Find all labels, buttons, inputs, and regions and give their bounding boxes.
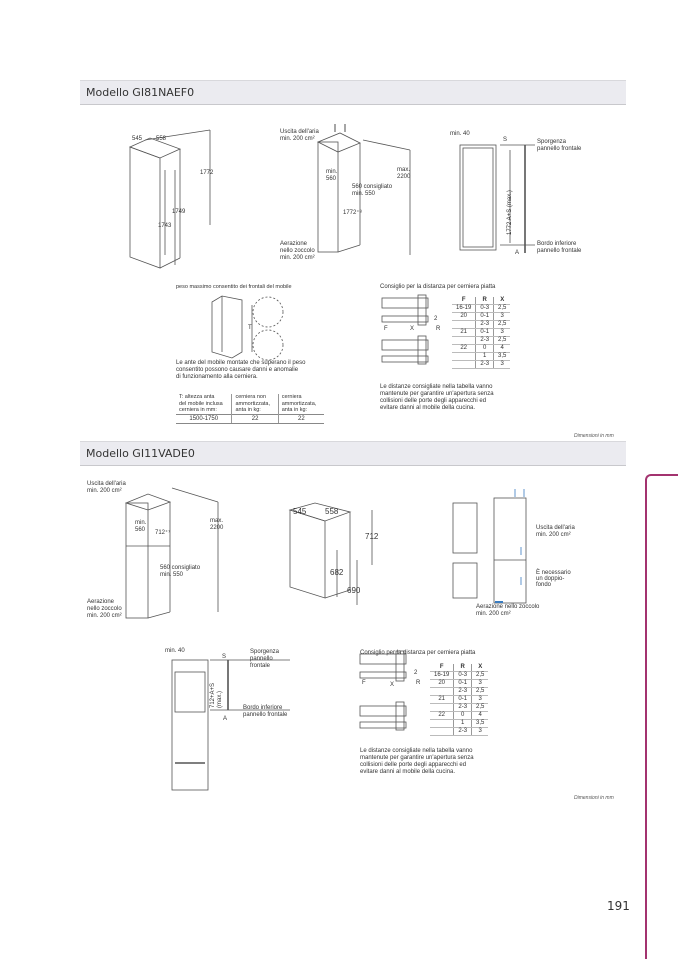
table-row — [452, 305, 510, 313]
table-cell: 3,5 — [472, 720, 489, 728]
table-cell: 3 — [494, 313, 511, 321]
table-cell: 2,5 — [472, 672, 489, 680]
table-cell: 1 — [476, 353, 494, 361]
table-cell: 4 — [472, 712, 489, 720]
hinge-table — [452, 297, 510, 369]
page-number: 191 — [607, 899, 630, 913]
air-outlet-label: Uscita dell'aria min. 200 cm² — [280, 129, 319, 142]
hinge-table — [430, 664, 488, 736]
units-note: Dimensioni in mm — [574, 433, 614, 439]
table-row — [452, 329, 510, 337]
dim-label: max. 2200 — [210, 518, 224, 531]
dim-label: min. 40 — [165, 648, 185, 654]
table-row — [430, 680, 488, 688]
table-row — [452, 321, 510, 329]
dim-label: 545 — [132, 136, 143, 142]
dim-label: 558 — [325, 507, 339, 516]
table-cell: 2,5 — [494, 305, 511, 313]
table-cell: 0 — [476, 345, 494, 353]
table-cell — [430, 704, 454, 712]
side-view-drawing-1 — [460, 145, 535, 253]
dim-label: min. 560 — [135, 520, 147, 533]
hinge-label: X — [410, 326, 415, 332]
table-cell: 2-3 — [454, 728, 472, 736]
side-view-drawing-2 — [172, 660, 290, 790]
dim-label: 1772 A+S (max.) — [507, 190, 513, 235]
weight-title: peso massimo consentito dei frontali del mobile — [176, 284, 292, 290]
dim-label: 545 — [293, 507, 307, 516]
air-inlet-label: Aerazione nello zoccolo min. 200 cm² — [87, 599, 122, 619]
table-cell: 0-1 — [476, 313, 494, 321]
model-title: Modello GI11VADE0 — [86, 447, 195, 460]
hinge-label: F — [362, 680, 366, 686]
dim-label: S — [222, 654, 227, 660]
table-cell: 0-1 — [454, 680, 472, 688]
table-row — [430, 712, 488, 720]
table-cell — [430, 720, 454, 728]
table-cell: 2,5 — [494, 337, 511, 345]
table-cell: 0-3 — [476, 305, 494, 313]
table-cell: 21 — [452, 329, 476, 337]
dim-label: S — [503, 137, 508, 143]
table-cell — [430, 728, 454, 736]
table-row — [452, 337, 510, 345]
hinge-title: Consiglio per la distanza per cerniera piatta — [360, 650, 476, 656]
table-cell: 3 — [494, 361, 511, 369]
dim-label: 712+A+S (max.) — [210, 682, 223, 708]
dim-label: 560 consigliato min. 550 — [160, 565, 201, 578]
chapter-tab-marker — [645, 474, 678, 959]
hinge-title: Consiglio per la distanza per cerniera piatta — [380, 284, 496, 290]
dim-label: 1772⁺⁸ — [343, 210, 363, 216]
dim-label: 712⁺⁷ — [155, 530, 171, 536]
dim-label: max. 2200 — [397, 167, 411, 180]
table-row — [430, 728, 488, 736]
dim-label: Sporgenza pannello frontale — [537, 139, 582, 152]
table-header: R — [454, 664, 472, 672]
table-cell: 2-3 — [476, 321, 494, 329]
table-cell: 2-3 — [454, 688, 472, 696]
weight-note: Le ante del mobile montate che superano il peso consentito possono causare danni e anomalie di funzionamento alla cerniera. — [176, 360, 306, 380]
hinge-note: Le distanze consigliate nella tabella vanno mantenute per garantire un'apertura senza collisioni delle porte degli apparecchi ed evitare danni al mobile della cucina. — [380, 384, 494, 411]
table-cell: 2-3 — [476, 337, 494, 345]
table-cell: 1 — [454, 720, 472, 728]
dim-label: 1743 — [158, 223, 172, 229]
table-cell: 3,5 — [494, 353, 511, 361]
dim-label: min. 40 — [450, 131, 470, 137]
table-header: F — [430, 664, 454, 672]
table-cell — [452, 361, 476, 369]
table-cell: 16-19 — [452, 305, 476, 313]
dim-label: T — [248, 325, 252, 331]
table-cell: 2,5 — [472, 704, 489, 712]
hinge-label: R — [416, 680, 421, 686]
table-header: cerniera ammortizzata, anta in kg: — [281, 394, 317, 413]
double-floor-label: È necessario un doppio- fondo — [536, 570, 571, 588]
section-header-1 — [80, 80, 626, 105]
hinge-label: X — [390, 682, 395, 688]
hinge-label: 2 — [414, 670, 418, 676]
hinge-note: Le distanze consigliate nella tabella vanno mantenute per garantire un'apertura senza collisioni delle porte degli apparecchi ed evitare danni al mobile della cucina. — [360, 748, 474, 775]
hinge-sketches — [360, 295, 428, 730]
table-cell: 22 — [232, 414, 278, 423]
table-header: R — [476, 297, 494, 305]
section-header-2 — [80, 441, 626, 466]
table-cell: 3 — [472, 728, 489, 736]
table-cell: 22 — [430, 712, 454, 720]
table-row — [452, 313, 510, 321]
table-cell: 3 — [494, 329, 511, 337]
dim-label: 558 — [156, 136, 167, 142]
table-header: X — [472, 664, 489, 672]
table-row — [430, 672, 488, 680]
table-header: cerniera non ammortizzata, anta in kg: — [232, 394, 278, 414]
table-row — [430, 696, 488, 704]
dim-label: 1749 — [172, 209, 186, 215]
table-cell: 2-3 — [476, 361, 494, 369]
table-cell: 21 — [430, 696, 454, 704]
dim-label: A — [515, 250, 520, 256]
table-cell: 4 — [494, 345, 511, 353]
table-row — [452, 353, 510, 361]
table-cell: 0 — [454, 712, 472, 720]
table-cell: 22 — [278, 414, 324, 423]
fridge-drawing-1 — [130, 130, 210, 268]
table-cell: 20 — [430, 680, 454, 688]
table-cell — [452, 353, 476, 361]
air-outlet-label: Uscita dell'aria min. 200 cm² — [87, 481, 126, 494]
table-cell: 3 — [472, 680, 489, 688]
table-cell: 3 — [472, 696, 489, 704]
dim-label: 1772 — [200, 170, 214, 176]
dim-label: min. 560 — [326, 169, 338, 182]
table-cell: 0-3 — [454, 672, 472, 680]
table-row — [430, 704, 488, 712]
table-header: F — [452, 297, 476, 305]
installation-drawing — [453, 489, 526, 603]
table-cell: 2,5 — [472, 688, 489, 696]
air-inlet-label: Aerazione nello zoccolo min. 200 cm² — [280, 241, 315, 261]
hinge-label: R — [436, 326, 441, 332]
table-row — [430, 688, 488, 696]
table-cell — [452, 321, 476, 329]
table-header: T: altezza anta del mobile inclusa cerniera in mm: — [176, 394, 232, 414]
table-cell: 0-1 — [476, 329, 494, 337]
table-cell: 2,5 — [494, 321, 511, 329]
table-cell: 16-19 — [430, 672, 454, 680]
table-cell — [452, 337, 476, 345]
weight-table — [176, 394, 324, 424]
table-cell: 20 — [452, 313, 476, 321]
table-cell — [430, 688, 454, 696]
hinge-label: 2 — [434, 316, 438, 322]
table-row — [430, 720, 488, 728]
dim-label: 690 — [347, 586, 361, 595]
air-inlet-label: Aerazione nello zoccolo min. 200 cm² — [476, 604, 540, 617]
air-outlet-label: Uscita dell'aria min. 200 cm² — [536, 525, 575, 538]
dim-label: Bordo inferiore pannello frontale — [243, 705, 288, 718]
dim-label: A — [223, 716, 228, 722]
dim-label: 682 — [330, 568, 344, 577]
hinge-label: F — [384, 326, 388, 332]
dim-label: Bordo inferiore pannello frontale — [537, 241, 582, 254]
dim-label: 712 — [365, 532, 379, 541]
table-row — [452, 345, 510, 353]
table-header: X — [494, 297, 511, 305]
niche-drawing-2 — [126, 488, 218, 618]
table-cell: 22 — [452, 345, 476, 353]
table-cell: 1500-1750 — [176, 414, 232, 423]
dim-label: 560 consigliato min. 550 — [352, 184, 393, 197]
table-cell: 0-1 — [454, 696, 472, 704]
units-note: Dimensioni in mm — [574, 795, 614, 801]
table-cell: 2-3 — [454, 704, 472, 712]
dim-label: Sporgenza pannello frontale — [250, 649, 280, 669]
table-row — [452, 361, 510, 369]
model-title: Modello GI81NAEF0 — [86, 86, 195, 99]
